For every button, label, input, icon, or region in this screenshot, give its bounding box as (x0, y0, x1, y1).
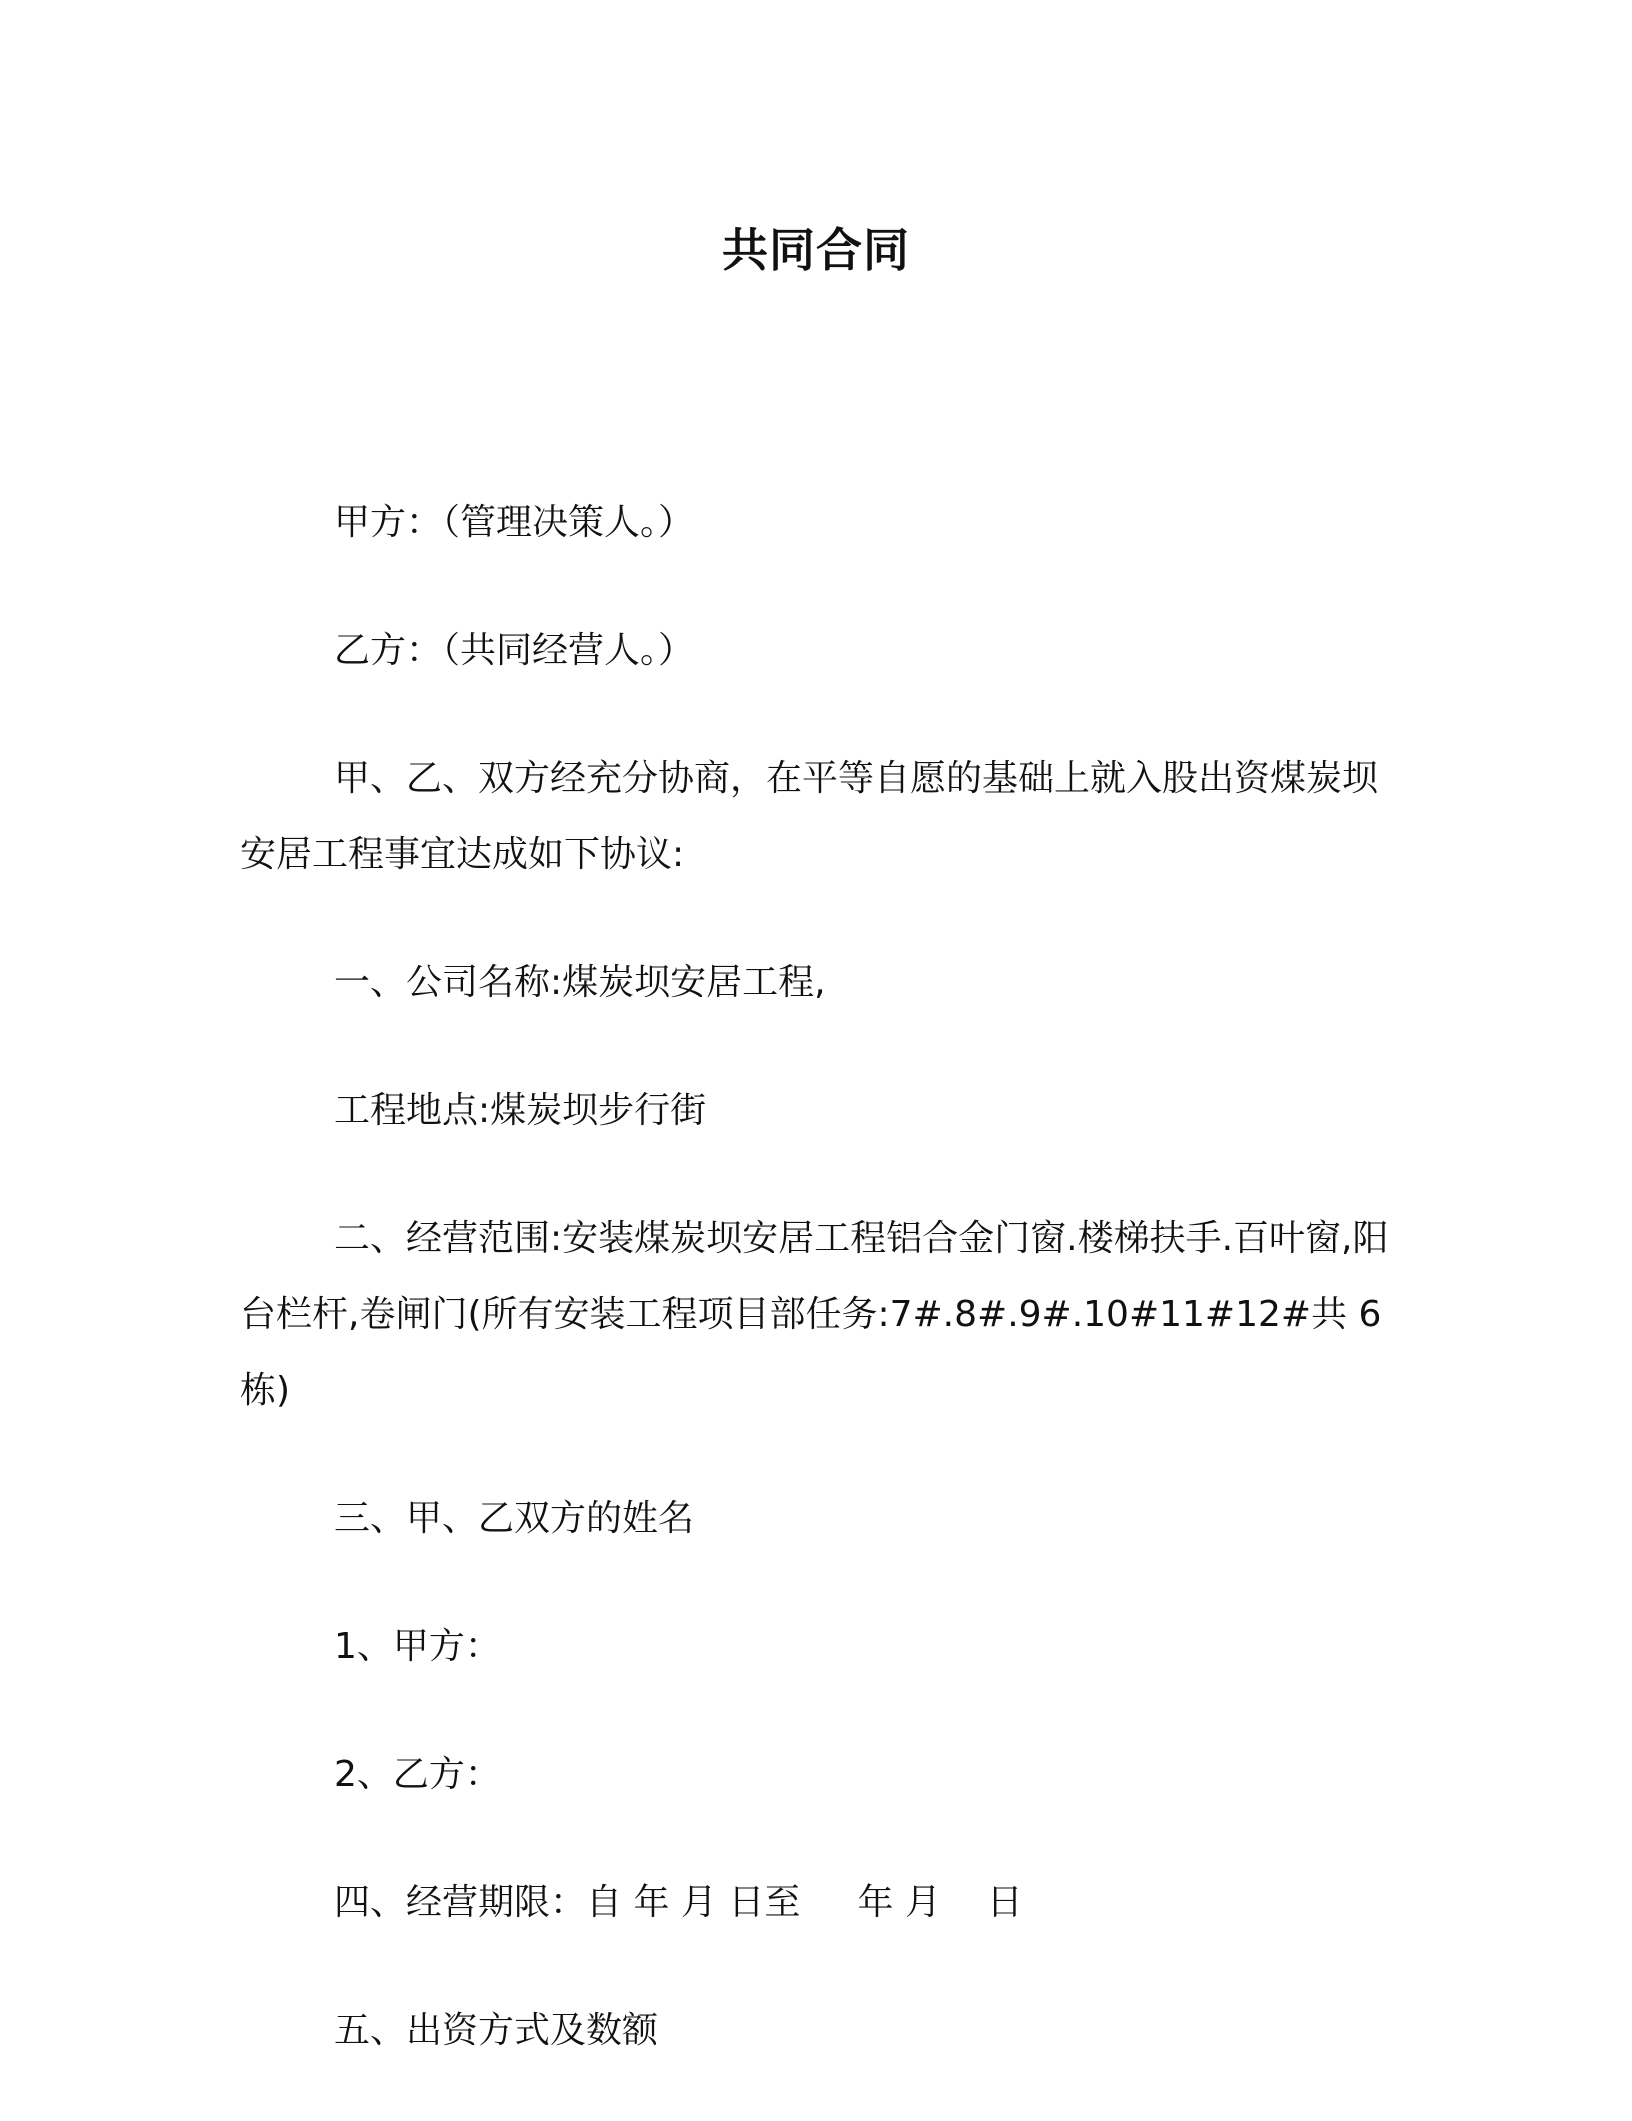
party-b-name-line: 2、乙方： (334, 1754, 501, 1795)
parties-names-heading: 三、甲、乙双方的姓名 (334, 1498, 695, 1539)
agreement-intro-paragraph: 甲、乙、双方经充分协商，在平等自愿的基础上就入股出资煤炭坝安居工程事宜达成如下协议: (240, 758, 1379, 875)
business-term-line: 四、经营期限：自 年 月 日至 年 月 日 (334, 1882, 1023, 1923)
project-location-line: 工程地点:煤炭坝步行街 (334, 1090, 707, 1131)
document-body (240, 485, 1390, 2121)
business-scope-paragraph: 二、经营范围:安装煤炭坝安居工程铝合金门窗.楼梯扶手.百叶窗,阳台栏杆,卷闸门(所有安装工程项目部任务:7#.8#.9#.10#11#12#共 6 栋) (240, 1218, 1389, 1411)
party-a-line: 甲方：（管理决策人。） (334, 502, 695, 543)
company-name-line: 一、公司名称:煤炭坝安居工程, (334, 962, 826, 1003)
party-b-line: 乙方：（共同经营人。） (334, 630, 695, 671)
party-a-name-line: 1、甲方： (334, 1626, 501, 1667)
document-title: 共同合同 (722, 223, 910, 277)
investment-heading: 五、出资方式及数额 (334, 2010, 659, 2051)
